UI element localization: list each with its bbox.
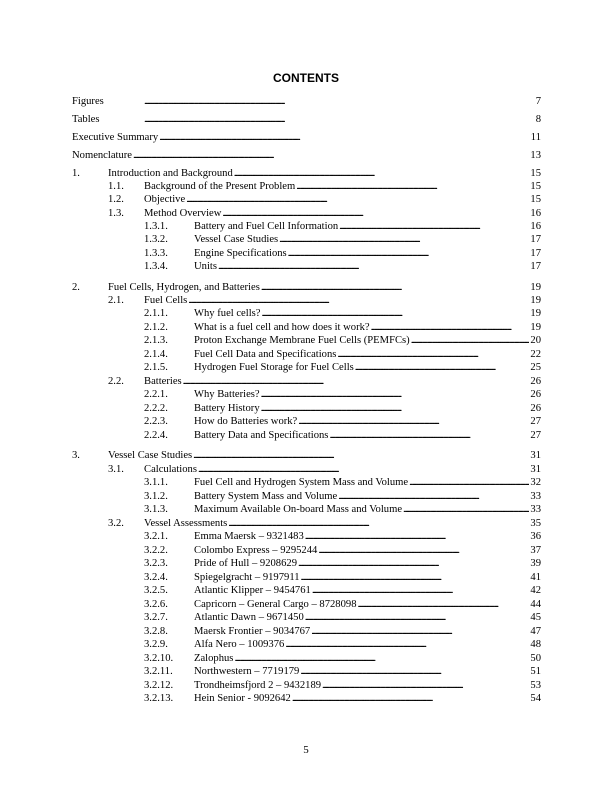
toc-entry-label: Battery System Mass and Volume xyxy=(194,491,338,502)
toc-entry-label: Battery Data and Specifications xyxy=(194,430,329,441)
toc-entry[interactable] xyxy=(108,193,541,206)
toc-entry-page: 19 xyxy=(530,322,541,333)
toc-entry[interactable] xyxy=(144,638,541,651)
toc-entry-page: 15 xyxy=(530,194,541,205)
toc-entry-page: 11 xyxy=(530,132,541,143)
toc-entry[interactable] xyxy=(72,449,541,462)
toc-entry-label: Batteries xyxy=(144,376,182,387)
toc-entry-page: 37 xyxy=(530,545,541,556)
toc-entry-label: Atlantic Dawn – 9671450 xyxy=(194,612,304,623)
toc-leader-dots xyxy=(312,584,530,597)
toc-entry[interactable] xyxy=(144,692,541,705)
toc-entry-page: 32 xyxy=(530,477,541,488)
toc-entry-number: 1.3.1. xyxy=(144,221,168,232)
toc-entry[interactable] xyxy=(144,476,541,489)
toc-entry[interactable] xyxy=(72,281,541,294)
toc-leader-dots xyxy=(234,167,530,180)
toc-entry-number: 3.1.3. xyxy=(144,504,168,515)
toc-leader-dots xyxy=(339,220,529,233)
toc-entry-label: Northwestern – 7719179 xyxy=(194,666,300,677)
toc-entry[interactable] xyxy=(144,679,541,692)
toc-entry-number: 3.1.1. xyxy=(144,477,168,488)
toc-entry[interactable] xyxy=(144,321,541,334)
toc-entry-number: 3.2.13. xyxy=(144,693,174,704)
toc-leader-dots xyxy=(261,281,530,294)
toc-entry-page: 54 xyxy=(530,693,541,704)
toc-entry-number: 1.1. xyxy=(108,181,124,192)
toc-entry-number: 1.2. xyxy=(108,194,124,205)
toc-entry-label: Hydrogen Fuel Storage for Fuel Cells xyxy=(194,362,354,373)
toc-entry[interactable] xyxy=(144,530,541,543)
toc-entry[interactable] xyxy=(144,233,541,246)
toc-entry-number: 2.2.1. xyxy=(144,389,168,400)
toc-leader-dots xyxy=(188,294,529,307)
toc-entry[interactable] xyxy=(144,307,541,320)
toc-entry-number: 3.2. xyxy=(108,518,124,529)
toc-leader-dots xyxy=(183,375,530,388)
toc-entry-label: Fuel Cells xyxy=(144,295,188,306)
toc-leader-dots xyxy=(305,530,530,543)
toc-entry-page: 33 xyxy=(530,504,541,515)
toc-entry[interactable] xyxy=(108,294,541,307)
toc-leader-dots xyxy=(322,679,529,692)
toc-entry-page: 47 xyxy=(530,626,541,637)
toc-entry-label: Colombo Express – 9295244 xyxy=(194,545,318,556)
toc-entry-page: 26 xyxy=(530,376,541,387)
toc-entry[interactable] xyxy=(144,361,541,374)
toc-entry[interactable] xyxy=(144,625,541,638)
toc-leader-dots xyxy=(133,149,529,162)
toc-entry[interactable] xyxy=(144,665,541,678)
toc-leader-dots xyxy=(371,321,530,334)
toc-entry[interactable] xyxy=(144,220,541,233)
toc-leader-dots xyxy=(193,449,529,462)
toc-leader-dots xyxy=(144,95,535,108)
toc-entry-page: 50 xyxy=(530,653,541,664)
toc-entry-label: What is a fuel cell and how does it work? xyxy=(194,322,370,333)
toc-entry-page: 48 xyxy=(530,639,541,650)
toc-entry-page: 19 xyxy=(530,282,541,293)
toc-entry-label: Units xyxy=(194,261,217,272)
toc-leader-dots xyxy=(228,517,529,530)
toc-entry-number: 2. xyxy=(72,282,80,293)
toc-leader-dots xyxy=(298,557,529,570)
toc-entry-page: 36 xyxy=(530,531,541,542)
toc-entry-page: 7 xyxy=(535,96,541,107)
toc-entry-label: Executive Summary xyxy=(72,132,159,143)
toc-entry-number: 3.2.8. xyxy=(144,626,168,637)
toc-entry[interactable] xyxy=(72,131,541,144)
toc-entry-number: 2.1.4. xyxy=(144,349,168,360)
toc-leader-dots xyxy=(261,388,530,401)
toc-entry-page: 26 xyxy=(530,389,541,400)
toc-entry-label: Nomenclature xyxy=(72,150,133,161)
toc-entry-number: 3.2.6. xyxy=(144,599,168,610)
toc-leader-dots xyxy=(311,625,529,638)
toc-leader-dots xyxy=(296,180,529,193)
toc-entry-page: 13 xyxy=(530,150,541,161)
toc-leader-dots xyxy=(300,665,529,678)
toc-entry-label: Why Batteries? xyxy=(194,389,260,400)
toc-entry[interactable] xyxy=(144,247,541,260)
toc-leader-dots xyxy=(318,544,529,557)
toc-entry-page: 22 xyxy=(530,349,541,360)
toc-entry-number: 3. xyxy=(72,450,80,461)
toc-leader-dots xyxy=(198,463,529,476)
toc-entry-label: Battery and Fuel Cell Information xyxy=(194,221,339,232)
toc-entry-number: 3.1. xyxy=(108,464,124,475)
toc-entry[interactable] xyxy=(72,149,541,162)
toc-entry-label: Battery History xyxy=(194,403,260,414)
toc-leader-dots xyxy=(298,415,529,428)
toc-leader-dots xyxy=(292,692,530,705)
toc-entry-number: 1.3. xyxy=(108,208,124,219)
toc-leader-dots xyxy=(288,247,530,260)
toc-entry-label: Engine Specifications xyxy=(194,248,287,259)
toc-leader-dots xyxy=(144,113,535,126)
toc-entry-label: Maximum Available On-board Mass and Volume xyxy=(194,504,403,515)
toc-leader-dots xyxy=(186,193,529,206)
toc-entry-number: 2.1.3. xyxy=(144,335,168,346)
toc-entry[interactable] xyxy=(108,207,541,220)
toc-entry-label: Spiegelgracht – 9197911 xyxy=(194,572,300,583)
toc-leader-dots xyxy=(222,207,529,220)
page-number: 5 xyxy=(303,744,309,756)
toc-entry-label: Alfa Nero – 1009376 xyxy=(194,639,285,650)
toc-entry[interactable] xyxy=(144,652,541,665)
toc-leader-dots xyxy=(234,652,529,665)
toc-entry-page: 42 xyxy=(530,585,541,596)
toc-entry-page: 15 xyxy=(530,168,541,179)
toc-entry-label: Capricorn – General Cargo – 8728098 xyxy=(194,599,357,610)
toc-entry[interactable] xyxy=(108,463,541,476)
toc-leader-dots xyxy=(301,571,530,584)
toc-entry-number: 3.2.3. xyxy=(144,558,168,569)
toc-entry-number: 3.2.1. xyxy=(144,531,168,542)
toc-entry-number: 2.2.4. xyxy=(144,430,168,441)
toc-entry-label: Fuel Cell and Hydrogen System Mass and Volume xyxy=(194,477,409,488)
toc-entry-number: 2.1.1. xyxy=(144,308,168,319)
toc-entry-number: 3.2.12. xyxy=(144,680,174,691)
toc-entry-page: 39 xyxy=(530,558,541,569)
toc-entry-label: Tables xyxy=(72,114,100,125)
toc-entry-page: 16 xyxy=(530,208,541,219)
toc-leader-dots xyxy=(159,131,530,144)
toc-entry-label: Maersk Frontier – 9034767 xyxy=(194,626,311,637)
toc-entry-label: Atlantic Klipper – 9454761 xyxy=(194,585,311,596)
toc-entry-label: Vessel Case Studies xyxy=(194,234,279,245)
toc-entry-page: 19 xyxy=(530,295,541,306)
toc-entry-page: 53 xyxy=(530,680,541,691)
toc-entry-number: 1.3.4. xyxy=(144,261,168,272)
toc-entry-page: 27 xyxy=(530,416,541,427)
toc-entry-number: 3.1.2. xyxy=(144,491,168,502)
toc-entry[interactable] xyxy=(144,348,541,361)
toc-entry[interactable] xyxy=(108,517,541,530)
toc-entry-label: How do Batteries work? xyxy=(194,416,298,427)
toc-entry-number: 2.1.5. xyxy=(144,362,168,373)
toc-entry-label: Pride of Hull – 9208629 xyxy=(194,558,297,569)
toc-entry-label: Emma Maersk – 9321483 xyxy=(194,531,304,542)
toc-entry-label: Zalophus xyxy=(194,653,234,664)
toc-entry-label: Objective xyxy=(144,194,186,205)
toc-entry-number: 2.2.2. xyxy=(144,403,168,414)
toc-entry-page: 17 xyxy=(530,261,541,272)
toc-leader-dots xyxy=(355,361,530,374)
toc-entry-number: 1. xyxy=(72,168,80,179)
toc-entry[interactable] xyxy=(144,611,541,624)
toc-entry-label: Figures xyxy=(72,96,104,107)
toc-entry-number: 2.1. xyxy=(108,295,124,306)
toc-leader-dots xyxy=(403,503,529,516)
toc-leader-dots xyxy=(338,490,529,503)
toc-entry-label: Background of the Present Problem xyxy=(144,181,296,192)
toc-leader-dots xyxy=(358,598,530,611)
toc-leader-dots xyxy=(411,334,530,347)
toc-entry-page: 8 xyxy=(535,114,541,125)
toc-entry-page: 20 xyxy=(530,335,541,346)
toc-entry-page: 31 xyxy=(530,464,541,475)
toc-entry[interactable] xyxy=(72,95,541,108)
toc-entry[interactable] xyxy=(144,429,541,442)
toc-entry-page: 17 xyxy=(530,234,541,245)
toc-entry-number: 3.2.5. xyxy=(144,585,168,596)
toc-leader-dots xyxy=(305,611,530,624)
toc-entry[interactable] xyxy=(108,180,541,193)
toc-leader-dots xyxy=(261,307,529,320)
toc-entry-page: 16 xyxy=(530,221,541,232)
toc-entry[interactable] xyxy=(72,113,541,126)
toc-leader-dots xyxy=(279,233,529,246)
toc-entry-number: 1.3.2. xyxy=(144,234,168,245)
toc-entry-label: Vessel Assessments xyxy=(144,518,228,529)
toc-entry-number: 3.2.11. xyxy=(144,666,173,677)
toc-entry-label: Fuel Cell Data and Specifications xyxy=(194,349,337,360)
toc-entry-page: 17 xyxy=(530,248,541,259)
toc-entry-page: 41 xyxy=(530,572,541,583)
toc-entry-label: Trondheimsfjord 2 – 9432189 xyxy=(194,680,322,691)
toc-leader-dots xyxy=(409,476,529,489)
toc-entry-number: 1.3.3. xyxy=(144,248,168,259)
toc-entry[interactable] xyxy=(144,402,541,415)
toc-entry-number: 2.2. xyxy=(108,376,124,387)
toc-entry[interactable] xyxy=(144,415,541,428)
toc-leader-dots xyxy=(261,402,530,415)
toc-entry-page: 27 xyxy=(530,430,541,441)
toc-entry[interactable] xyxy=(144,388,541,401)
toc-entry-label: Introduction and Background xyxy=(108,168,233,179)
toc-entry-page: 19 xyxy=(530,308,541,319)
toc-entry-number: 3.2.2. xyxy=(144,545,168,556)
toc-entry-page: 51 xyxy=(530,666,541,677)
toc-entry-label: Method Overview xyxy=(144,208,222,219)
toc-entry-number: 2.1.2. xyxy=(144,322,168,333)
toc-entry-number: 3.2.7. xyxy=(144,612,168,623)
toc-entry-number: 3.2.4. xyxy=(144,572,168,583)
toc-leader-dots xyxy=(329,429,529,442)
toc-entry-label: Vessel Case Studies xyxy=(108,450,193,461)
page-title: CONTENTS xyxy=(273,71,339,85)
toc-leader-dots xyxy=(218,260,529,273)
toc-entry-label: Calculations xyxy=(144,464,197,475)
toc-entry-number: 3.2.9. xyxy=(144,639,168,650)
toc-entry[interactable] xyxy=(144,544,541,557)
toc-entry-number: 3.2.10. xyxy=(144,653,174,664)
toc-entry-page: 26 xyxy=(530,403,541,414)
toc-entry-page: 31 xyxy=(530,450,541,461)
toc-leader-dots xyxy=(285,638,529,651)
toc-entry-page: 25 xyxy=(530,362,541,373)
toc-leader-dots xyxy=(337,348,529,361)
toc-entry-label: Hein Senior - 9092642 xyxy=(194,693,291,704)
toc-entry[interactable] xyxy=(144,490,541,503)
toc-entry[interactable] xyxy=(108,375,541,388)
toc-entry[interactable] xyxy=(144,260,541,273)
toc-entry[interactable] xyxy=(72,167,541,180)
toc-entry[interactable] xyxy=(144,557,541,570)
toc-entry[interactable] xyxy=(144,584,541,597)
toc-entry-page: 35 xyxy=(530,518,541,529)
toc-entry-number: 2.2.3. xyxy=(144,416,168,427)
toc-entry-page: 44 xyxy=(530,599,541,610)
toc-entry[interactable] xyxy=(144,571,541,584)
toc-entry-page: 33 xyxy=(530,491,541,502)
toc-entry-label: Fuel Cells, Hydrogen, and Batteries xyxy=(108,282,260,293)
toc-entry[interactable] xyxy=(144,334,541,347)
toc-entry[interactable] xyxy=(144,598,541,611)
toc-entry-label: Proton Exchange Membrane Fuel Cells (PEMFCs) xyxy=(194,335,410,346)
toc-entry-page: 15 xyxy=(530,181,541,192)
toc-entry-page: 45 xyxy=(530,612,541,623)
toc-entry-label: Why fuel cells? xyxy=(194,308,261,319)
toc-entry[interactable] xyxy=(144,503,541,516)
